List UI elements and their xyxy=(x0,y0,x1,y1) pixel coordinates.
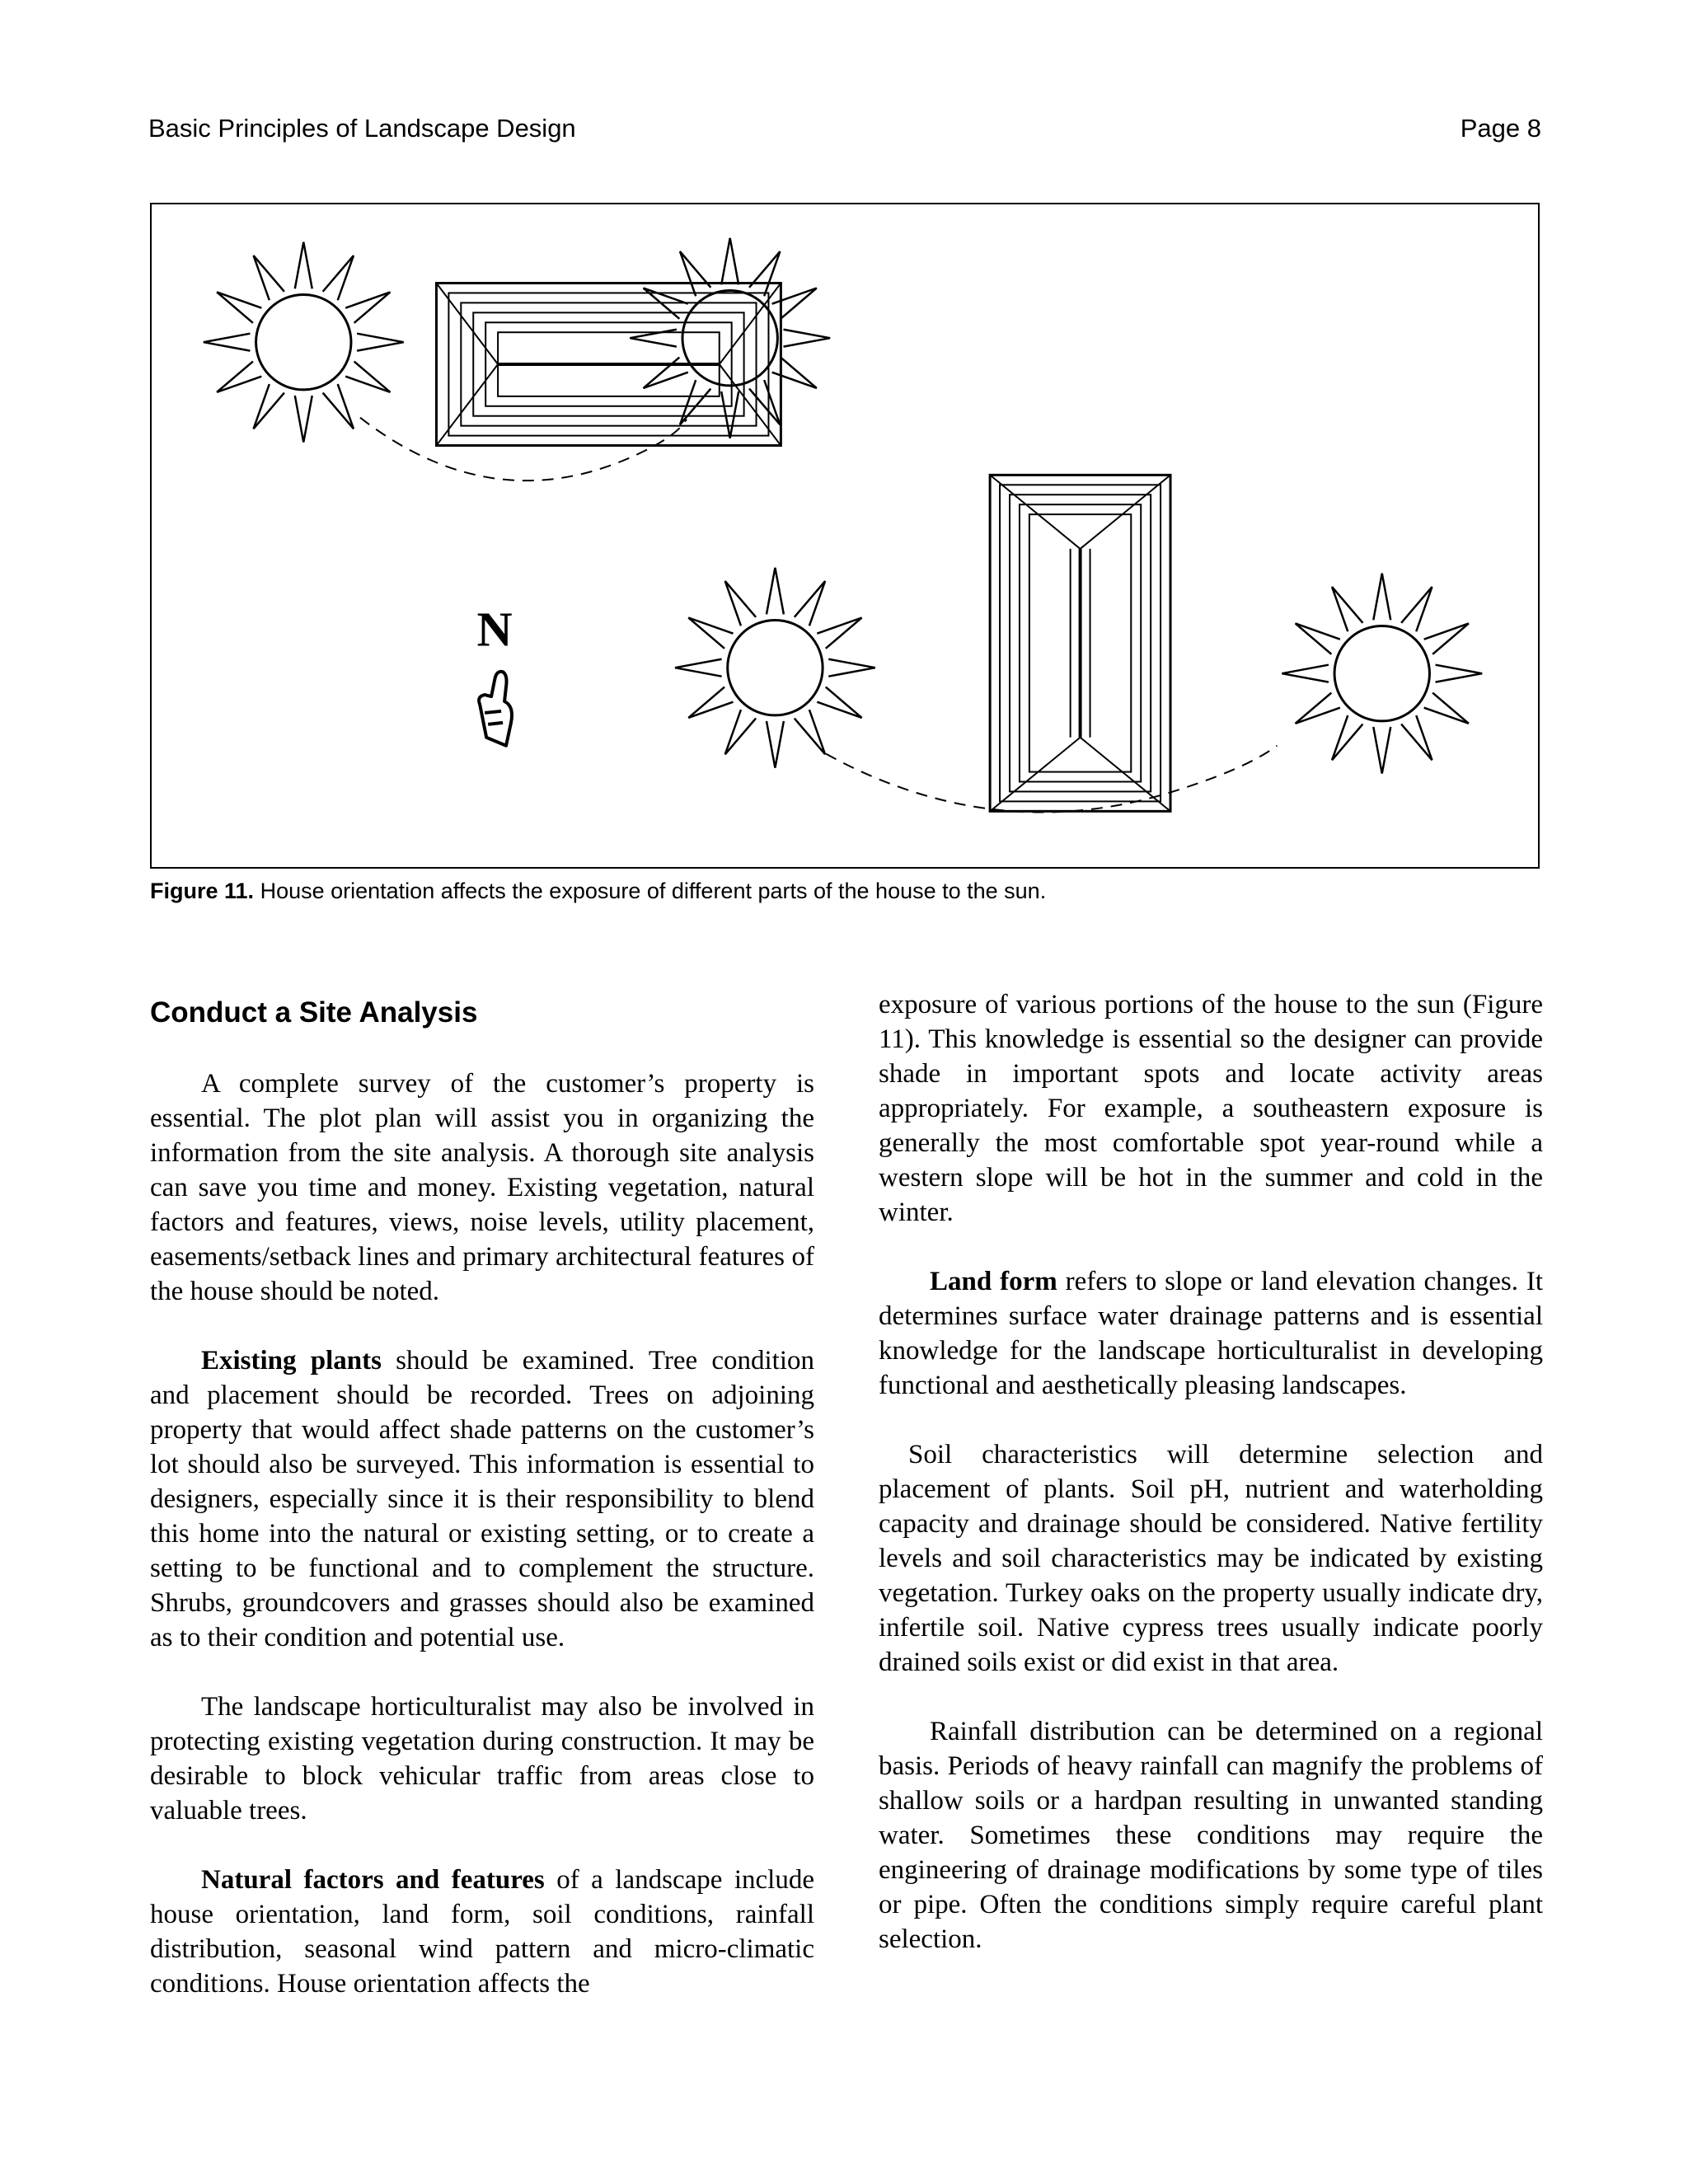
left-column xyxy=(150,986,814,2036)
paragraph-land-form: Land form refers to slope or land elevation changes. It determines surface water drainage patterns and is essential knowledge for the landscape horticulturalist in developing functional and aesthetically pleasing landscapes. xyxy=(879,1267,1544,1400)
term-existing-plants: Existing plants xyxy=(201,1346,382,1376)
sun-icon xyxy=(1282,574,1482,774)
sun-icon xyxy=(630,238,830,438)
pointing-hand-icon xyxy=(479,672,512,746)
paragraph-house-exposure: exposure of various portions of the house to the sun (Figure 11). This knowledge is essential so the designer can provide shade in important spots and locate activity areas appropriately. For example, a southeastern exposure is generally the most comfortable spot year-round while a western slope will be hot in the summer and cold in the winter. xyxy=(879,990,1543,1227)
paragraph-rainfall: Rainfall distribution can be determined on a regional basis. Periods of heavy rainfall can magnify the problems of shallow soils or a hardpan resulting in unwanted standing water. Sometimes these conditions may require the engineering of drainage modifications by some type of tiles or pipe. Often the conditions simply require careful plant selection. xyxy=(879,1717,1543,1954)
figure-house-orientation xyxy=(150,203,1540,869)
figure-caption xyxy=(150,879,1543,904)
document-title: Basic Principles of Landscape Design xyxy=(148,114,576,143)
paragraph-soil-characteristics: Soil characteristics will determine selection and placement of plants. Soil pH, nutrient and waterholding capacity and drainage should be considered. Native fertility levels and soil characteristics may be indicated by existing vegetation. Turkey oaks on the property usually indicate dry, infertile soil. Native cypress trees usually indicate poorly drained soils exist or did exist in that area. xyxy=(879,1440,1543,1677)
figure-label: Figure 11. xyxy=(150,879,255,903)
figure-illustration xyxy=(152,204,1538,867)
house-roof-north-south xyxy=(990,475,1170,811)
sun-icon xyxy=(204,242,404,443)
sun-path-arc-top xyxy=(360,418,687,480)
paragraph-protecting-vegetation: The landscape horticulturalist may also be involved in protecting existing vegetation during construction. It may be desirable to block vehicular traffic from areas close to valuable trees. xyxy=(150,1692,814,1825)
figure-caption-text: House orientation affects the exposure of different parts of the house to the sun. xyxy=(260,879,1047,903)
page-number: Page 8 xyxy=(1460,114,1541,143)
section-heading: Conduct a Site Analysis xyxy=(150,996,478,1029)
paragraph-natural-factors: Natural factors and features of a landscape include house orientation, land form, soil conditions, rainfall distribution, seasonal wind pattern and micro-climatic conditions. House orientation affects the xyxy=(150,1865,814,1999)
paragraph-site-survey: A complete survey of the customer’s property is essential. The plot plan will assist you in organizing the information from the site analysis. A thorough site analysis can save you time and money. Existing vegetation, natural factors and features, views, noise levels, utility placement, easements/setback lines and primary architectural features of the house should be noted. xyxy=(150,1069,814,1306)
north-label: N xyxy=(476,602,513,657)
term-land-form: Land form xyxy=(930,1267,1057,1296)
term-natural-factors: Natural factors and features xyxy=(201,1865,545,1895)
paragraph-existing-plants: Existing plants should be examined. Tree condition and placement should be recorded. Trees on adjoining property that would affect shade patterns on the customer’s lot should also be surveyed. This information is essential to designers, especially since it is their responsibility to blend this home into the natural or existing setting, or to create a setting to be functional and to complement the structure. Shrubs, groundcovers and grasses should also be examined as to their condition and potential use. xyxy=(150,1346,814,1652)
sun-icon xyxy=(675,568,875,768)
page-header xyxy=(148,114,1541,150)
right-column xyxy=(879,987,1543,1991)
